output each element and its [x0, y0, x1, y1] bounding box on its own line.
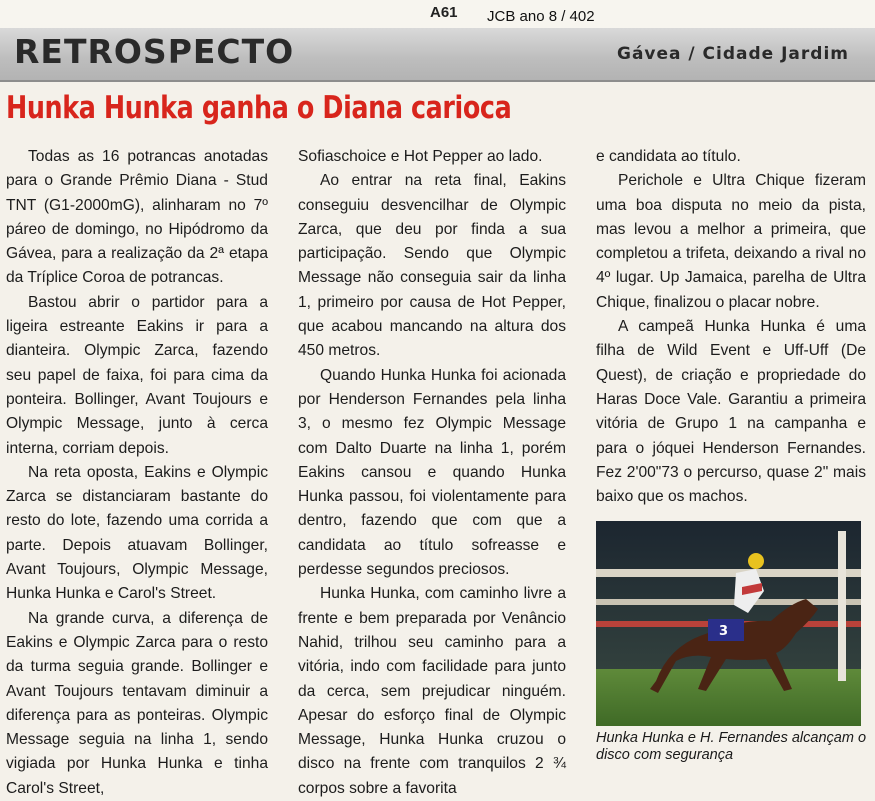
article-paragraph: Hunka Hunka, com caminho livre a frente e bem preparada por Venâncio Nahid, trilhou seu caminho para a vitória, indo com facilidade para junto da cerca, sem prejudicar ninguém. Apesar do esforço final de Olympic Message, Hunka Hunka cruzou o disco na frente com tranquilos 2 ¾ corpos sobre a favorita	[298, 585, 566, 797]
turf	[596, 669, 861, 726]
section-venues: Gávea / Cidade Jardim	[616, 44, 849, 64]
article-paragraph: Perichole e Ultra Chique fizeram uma boa disputa no meio da pista, mas levou a melhor a primeira, que completou a trifeta, deixando a rival no 4º lugar. Up Jamaica, parelha de Ultra Chique, finalizou o placar nobre.	[596, 172, 866, 311]
section-banner	[0, 28, 875, 82]
article-paragraph: Na grande curva, a diferença de Eakins e Olympic Zarca para o resto da turma seguia grande. Bollinger e Avant Toujours tentavam diminuir a diferença para as ponteiras. Olympic Message seguia na linha 1, sendo vigiada por Hunka Hunka e tinha Carol's Street,	[6, 609, 268, 797]
article-paragraph: Bastou abrir o partidor para a ligeira estreante Eakins ir para a dianteira. Olympic Zarca, fazendo seu papel de faixa, foi para cima da ponteira. Bollinger, Avant Toujours e Olympic Message, junto à cerca interna, corriam depois.	[6, 293, 268, 457]
article-paragraph: A campeã Hunka Hunka é uma filha de Wild Event e Uff-Uff (De Quest), de criação e propriedade do Haras Doce Vale. Garantiu a primeira vitória de Grupo 1 na campanha e para o jóquei Henderson Fernandes. Fez 2'00"73 o percurso, quase 2" mais baixo que os machos.	[596, 318, 866, 506]
saddlecloth-number: 3	[719, 624, 729, 639]
article-paragraph: Na reta oposta, Eakins e Olympic Zarca se distanciaram bastante do resto do lote, fazendo uma corrida a parte. Depois atuavam Bollinger, Avant Toujours, Olympic Message, Hunka Hunka e Carol's Street.	[6, 463, 268, 603]
article-paragraph: Ao entrar na reta final, Eakins conseguiu desvencilhar de Olympic Zarca, que deu por finda a sua participação. Sendo que Olympic Message não conseguia sair da linha 1, primeiro por causa de Hot Pepper, que acabou mancando na altura dos 450 metros.	[298, 172, 566, 360]
article-paragraph: Quando Hunka Hunka foi acionada por Henderson Fernandes pela linha 3, o mesmo fez Olympic Message com Dalto Duarte na linha 1, porém Eakins cansou e quando Hunka Hunka passou, foi violentamente para dentro, fazendo que com que a candidata ao título sofreasse e perdesse segundos preciosos.	[298, 366, 566, 579]
article-paragraph: Todas as 16 potrancas anotadas para o Grande Prêmio Diana - Stud TNT (G1-2000mG), alinharam no 7º páreo de domingo, no Hipódromo da Gávea, para a realização da 2ª etapa da Tríplice Coroa de potrancas.	[6, 148, 268, 287]
page-header-strip	[0, 0, 875, 28]
article-paragraph: e candidata ao título.	[596, 148, 741, 165]
article-paragraph: Sofiaschoice e Hot Pepper ao lado.	[298, 148, 543, 165]
publication-reference: JCB ano 8 / 402	[487, 8, 595, 25]
article-column-3	[596, 145, 866, 509]
rail	[596, 569, 861, 577]
photo-caption: Hunka Hunka e H. Fernandes alcançam o disco com segurança	[596, 730, 867, 763]
rail	[596, 599, 861, 605]
race-photo-illustration	[596, 521, 861, 726]
article-headline: Hunka Hunka ganha o Diana carioca	[6, 90, 512, 126]
section-title: RETROSPECTO	[14, 32, 295, 71]
article-column-2	[298, 145, 566, 801]
post	[838, 531, 846, 681]
jockey-helmet	[748, 553, 764, 569]
page-number: A61	[430, 4, 458, 21]
race-photo	[596, 521, 861, 726]
article-column-1	[6, 145, 268, 801]
